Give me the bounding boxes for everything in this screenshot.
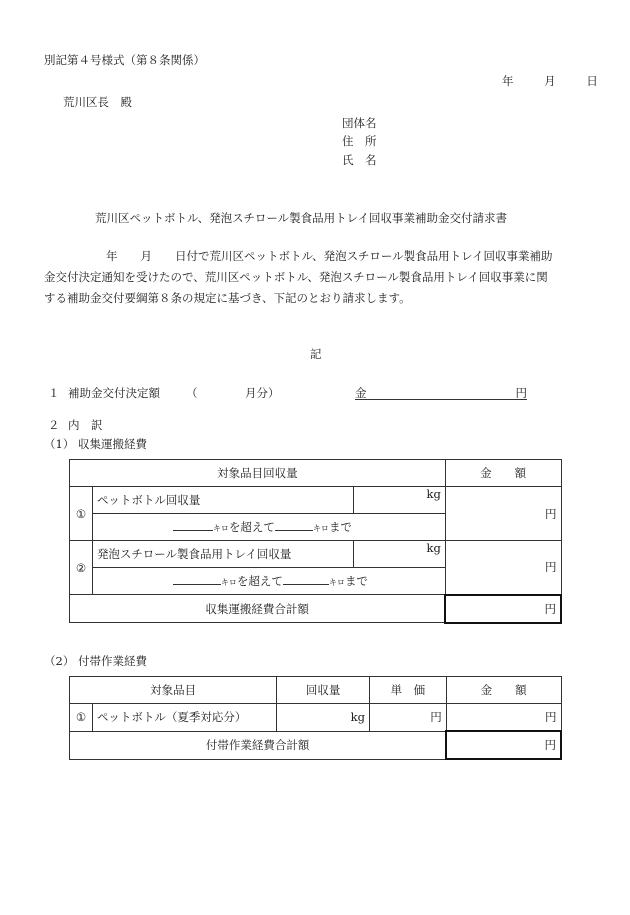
header-amount: 金 額 [446,677,561,704]
row-unit: kg [426,541,441,555]
header-quantity: 回収量 [277,677,370,704]
range-mid: を超えて [228,520,275,534]
item1-amount-unit: 円 [515,386,527,400]
range-unit-to: キロ [312,524,329,533]
item2-number: ２ [48,418,60,432]
body-line-3: する補助金交付要綱第８条の規定に基づき、下記のとおり請求します。 [44,291,411,305]
header-unit-price: 単 価 [369,677,446,704]
range-to-blank[interactable] [275,519,313,531]
total-amount-cell[interactable] [445,595,561,623]
range-from-blank[interactable] [173,519,213,531]
document-title: 荒川区ペットボトル、発泡スチロール製食品用トレイ回収事業補助金交付請求書 [95,211,508,225]
range-unit-to: キロ [328,578,345,587]
item1-paren-close: 月分） [245,386,280,400]
header-amount: 金 額 [445,460,561,487]
collection-cost-table [69,459,562,624]
row-yen: 円 [545,560,557,575]
row-unit-cell[interactable] [354,487,446,514]
range-cell[interactable] [92,568,445,595]
row-quantity-cell[interactable] [277,704,370,732]
row-price-unit: 円 [430,710,442,725]
item1-amount-prefix: 金 [355,386,367,400]
item1-paren-open: （ [186,386,198,400]
row-mark: ② [70,541,93,595]
total-row [70,595,562,623]
row-unit: kg [426,487,441,501]
range-unit-from: キロ [212,524,229,533]
item1-number: １ [48,386,60,400]
total-amount-cell[interactable] [446,731,561,759]
range-end: まで [344,574,368,588]
table-row [70,541,562,568]
table-header-row [70,460,562,487]
range-to-blank[interactable] [283,573,329,585]
section2-heading: （2） 付帯作業経費 [44,654,147,668]
row-item-name: 発泡スチロール製食品用トレイ回収量 [92,541,353,568]
date-year: 年 [502,74,514,88]
table-row [70,704,562,732]
header-item: 対象品目 [70,677,277,704]
row-item-name: ペットボトル回収量 [92,487,353,514]
header-item: 対象品目回収量 [70,460,446,487]
row-yen: 円 [545,506,557,521]
item2-label: 内 訳 [68,418,103,432]
ki-marker: 記 [310,347,322,361]
range-cell[interactable] [92,514,445,541]
range-end: まで [328,520,352,534]
range-mid: を超えて [236,574,283,588]
total-label: 収集運搬経費合計額 [70,595,446,623]
row-price-cell[interactable] [369,704,446,732]
row-amount-cell[interactable] [446,704,561,732]
row-item-name: ペットボトル（夏季対応分） [92,704,276,732]
applicant-address: 住 所 [342,134,377,148]
range-from-blank[interactable] [173,573,221,585]
item1-amount-field[interactable] [355,385,527,400]
body-line-1: 年 月 日付で荒川区ペットボトル、発泡スチロール製食品用トレイ回収事業補助 [106,249,553,263]
total-label: 付帯作業経費合計額 [70,731,447,759]
date-day: 日 [586,74,598,88]
addressee: 荒川区長 殿 [63,95,132,109]
row-unit-cell[interactable] [354,541,446,568]
item1-label: 補助金交付決定額 [68,386,160,400]
incidental-cost-table [69,676,562,760]
section1-heading: （1） 収集運搬経費 [44,437,147,451]
applicant-name: 氏 名 [342,153,377,167]
row-unit: kg [350,710,365,725]
range-unit-from: キロ [220,578,237,587]
total-yen: 円 [544,601,556,616]
total-row [70,731,562,759]
total-yen: 円 [544,738,556,752]
date-month: 月 [544,74,556,88]
table-row [70,487,562,514]
row-yen: 円 [545,710,557,724]
form-label: 別記第４号様式（第８条関係） [44,53,205,67]
table-header-row [70,677,562,704]
row-amount-cell[interactable] [445,541,561,595]
row-amount-cell[interactable] [445,487,561,541]
row-mark: ① [70,704,93,732]
date-line [502,73,598,89]
body-line-2: 金交付決定通知を受けたので、荒川区ペットボトル、発泡スチロール製食品用トレイ回収事業に関 [44,270,548,284]
applicant-group: 団体名 [342,116,377,130]
row-mark: ① [70,487,93,541]
